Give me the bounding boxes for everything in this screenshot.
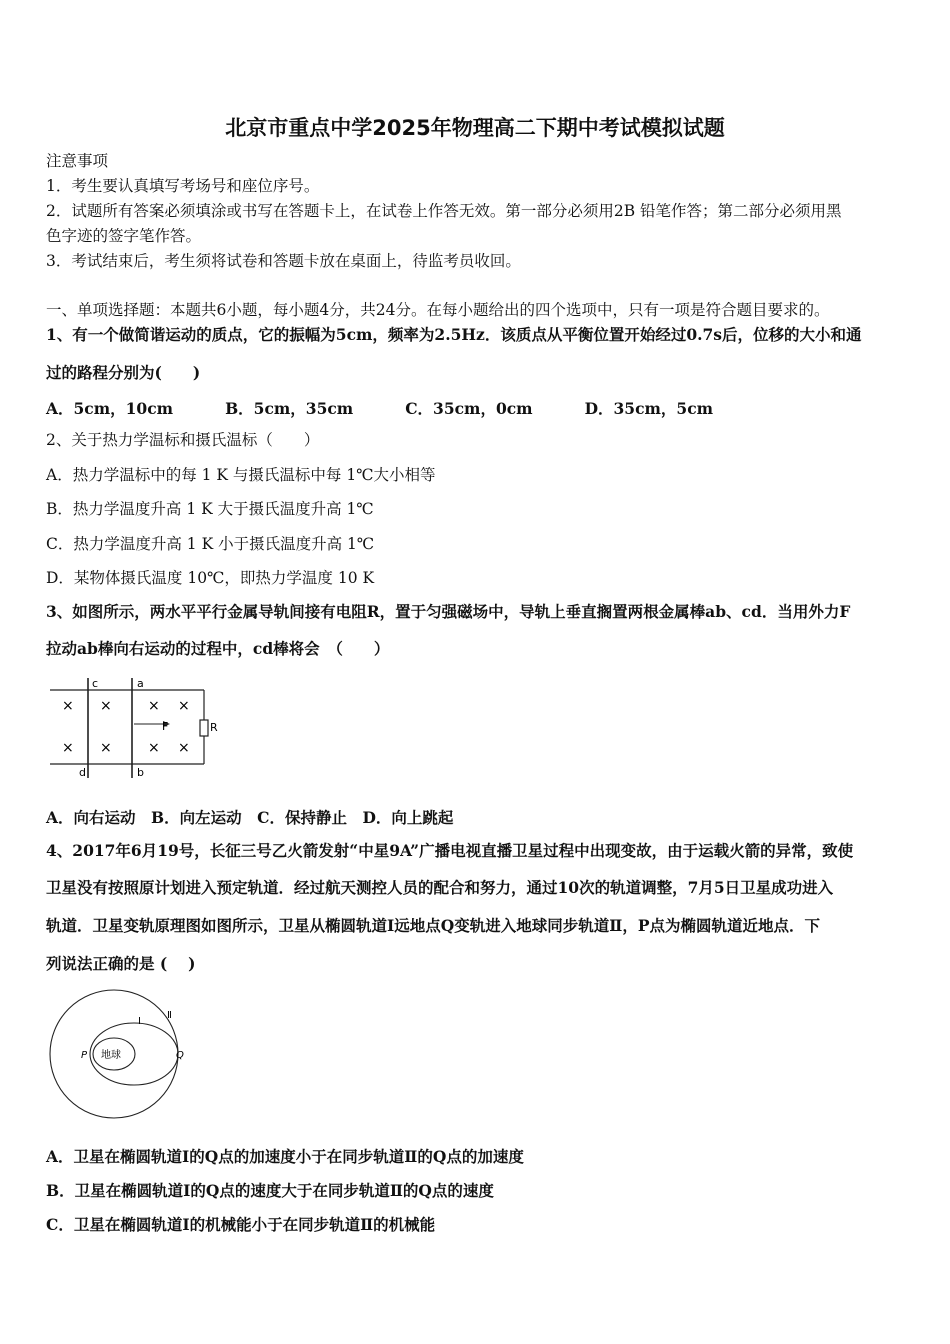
label-f: F [162, 720, 169, 733]
question-3-stem-cont: 拉动ab棒向右运动的过程中，cd棒将会 （ ） [46, 639, 390, 658]
label-r: R [210, 721, 218, 734]
notice-item: 3．考试结束后，考生须将试卷和答题卡放在桌面上，待监考员收回。 [46, 252, 521, 270]
label-b: b [137, 766, 144, 779]
page-title: 北京市重点中学2025年物理高二下期中考试模拟试题 [225, 116, 725, 140]
resistor-r [200, 720, 208, 736]
option-b: B．热力学温度升高 1 K 大于摄氏温度升高 1℃ [46, 500, 374, 518]
field-mark: × [100, 740, 112, 756]
field-mark: × [148, 740, 160, 756]
notice-item: 色字迹的签字笔作答。 [46, 227, 202, 245]
field-mark: × [62, 740, 74, 756]
point-p-label: P [81, 1050, 88, 1061]
question-4-stem-cont: 列说法正确的是 ( ) [46, 954, 196, 973]
question-3-stem: 3、如图所示，两水平平行金属导轨间接有电阻R，置于匀强磁场中，导轨上垂直搁置两根金属棒ab、cd．当用外力F [46, 602, 851, 621]
question-2-stem: 2、关于热力学温标和摄氏温标（ ） [46, 431, 320, 449]
notice-item: 1．考生要认真填写考场号和座位序号。 [46, 177, 320, 195]
field-mark: × [148, 698, 160, 714]
option-a: A．卫星在椭圆轨道Ⅰ的Q点的加速度小于在同步轨道Ⅱ的Q点的加速度 [46, 1147, 524, 1166]
field-mark: × [178, 698, 190, 714]
label-a: a [137, 677, 144, 690]
question-3-options: A．向右运动 B．向左运动 C．保持静止 D．向上跳起 [46, 808, 454, 827]
notice-item: 2．试题所有答案必须填涂或书写在答题卡上，在试卷上作答无效。第一部分必须用2B 铅笔作答；第二部分必须用黑 [46, 202, 842, 220]
orbit-figure [46, 988, 196, 1123]
question-4-stem-cont: 轨道．卫星变轨原理图如图所示，卫星从椭圆轨道Ⅰ远地点Q变轨进入地球同步轨道Ⅱ，P点为椭圆轨道近地点．下 [46, 916, 820, 935]
option-a: A．热力学温标中的每 1 K 与摄氏温标中每 1℃大小相等 [46, 466, 436, 484]
question-1-stem: 1、有一个做简谐运动的质点，它的振幅为5cm，频率为2.5Hz．该质点从平衡位置开始经过0.7s后，位移的大小和通 [46, 325, 862, 344]
notice-heading: 注意事项 [46, 152, 109, 170]
option-b: B．5cm，35cm [225, 399, 354, 418]
question-1-stem-cont: 过的路程分别为( ) [46, 363, 201, 382]
field-mark: × [100, 698, 112, 714]
option-c: C．热力学温度升高 1 K 小于摄氏温度升高 1℃ [46, 535, 375, 553]
option-c: C．卫星在椭圆轨道Ⅰ的机械能小于在同步轨道Ⅱ的机械能 [46, 1215, 436, 1234]
point-q-label: Q [176, 1050, 184, 1061]
orbit-ii-label: Ⅱ [167, 1010, 172, 1021]
orbit-i-label: Ⅰ [138, 1016, 141, 1027]
question-4-stem-cont: 卫星没有按照原计划进入预定轨道．经过航天测控人员的配合和努力，通过10次的轨道调整，7月5日卫星成功进入 [46, 878, 834, 897]
field-mark: × [62, 698, 74, 714]
question-1-options [46, 397, 765, 419]
option-a: A．5cm，10cm [46, 399, 174, 418]
option-d: D．35cm，5cm [584, 399, 714, 418]
option-b: B．卫星在椭圆轨道Ⅰ的Q点的速度大于在同步轨道Ⅱ的Q点的速度 [46, 1181, 494, 1200]
option-c: C．35cm，0cm [405, 399, 533, 418]
label-d: d [79, 766, 86, 779]
question-4-stem: 4、2017年6月19号，长征三号乙火箭发射“中星9A”广播电视直播卫星过程中出现变故，由于运载火箭的异常，致使 [46, 841, 854, 860]
option-d: D．某物体摄氏温度 10℃，即热力学温度 10 K [46, 569, 375, 587]
field-mark: × [178, 740, 190, 756]
section-heading: 一、单项选择题：本题共6小题，每小题4分，共24分。在每小题给出的四个选项中，只有一项是符合题目要求的。 [46, 301, 830, 319]
label-c: c [92, 677, 99, 690]
rail-circuit-figure [44, 674, 224, 782]
earth-label: 地球 [101, 1050, 121, 1061]
